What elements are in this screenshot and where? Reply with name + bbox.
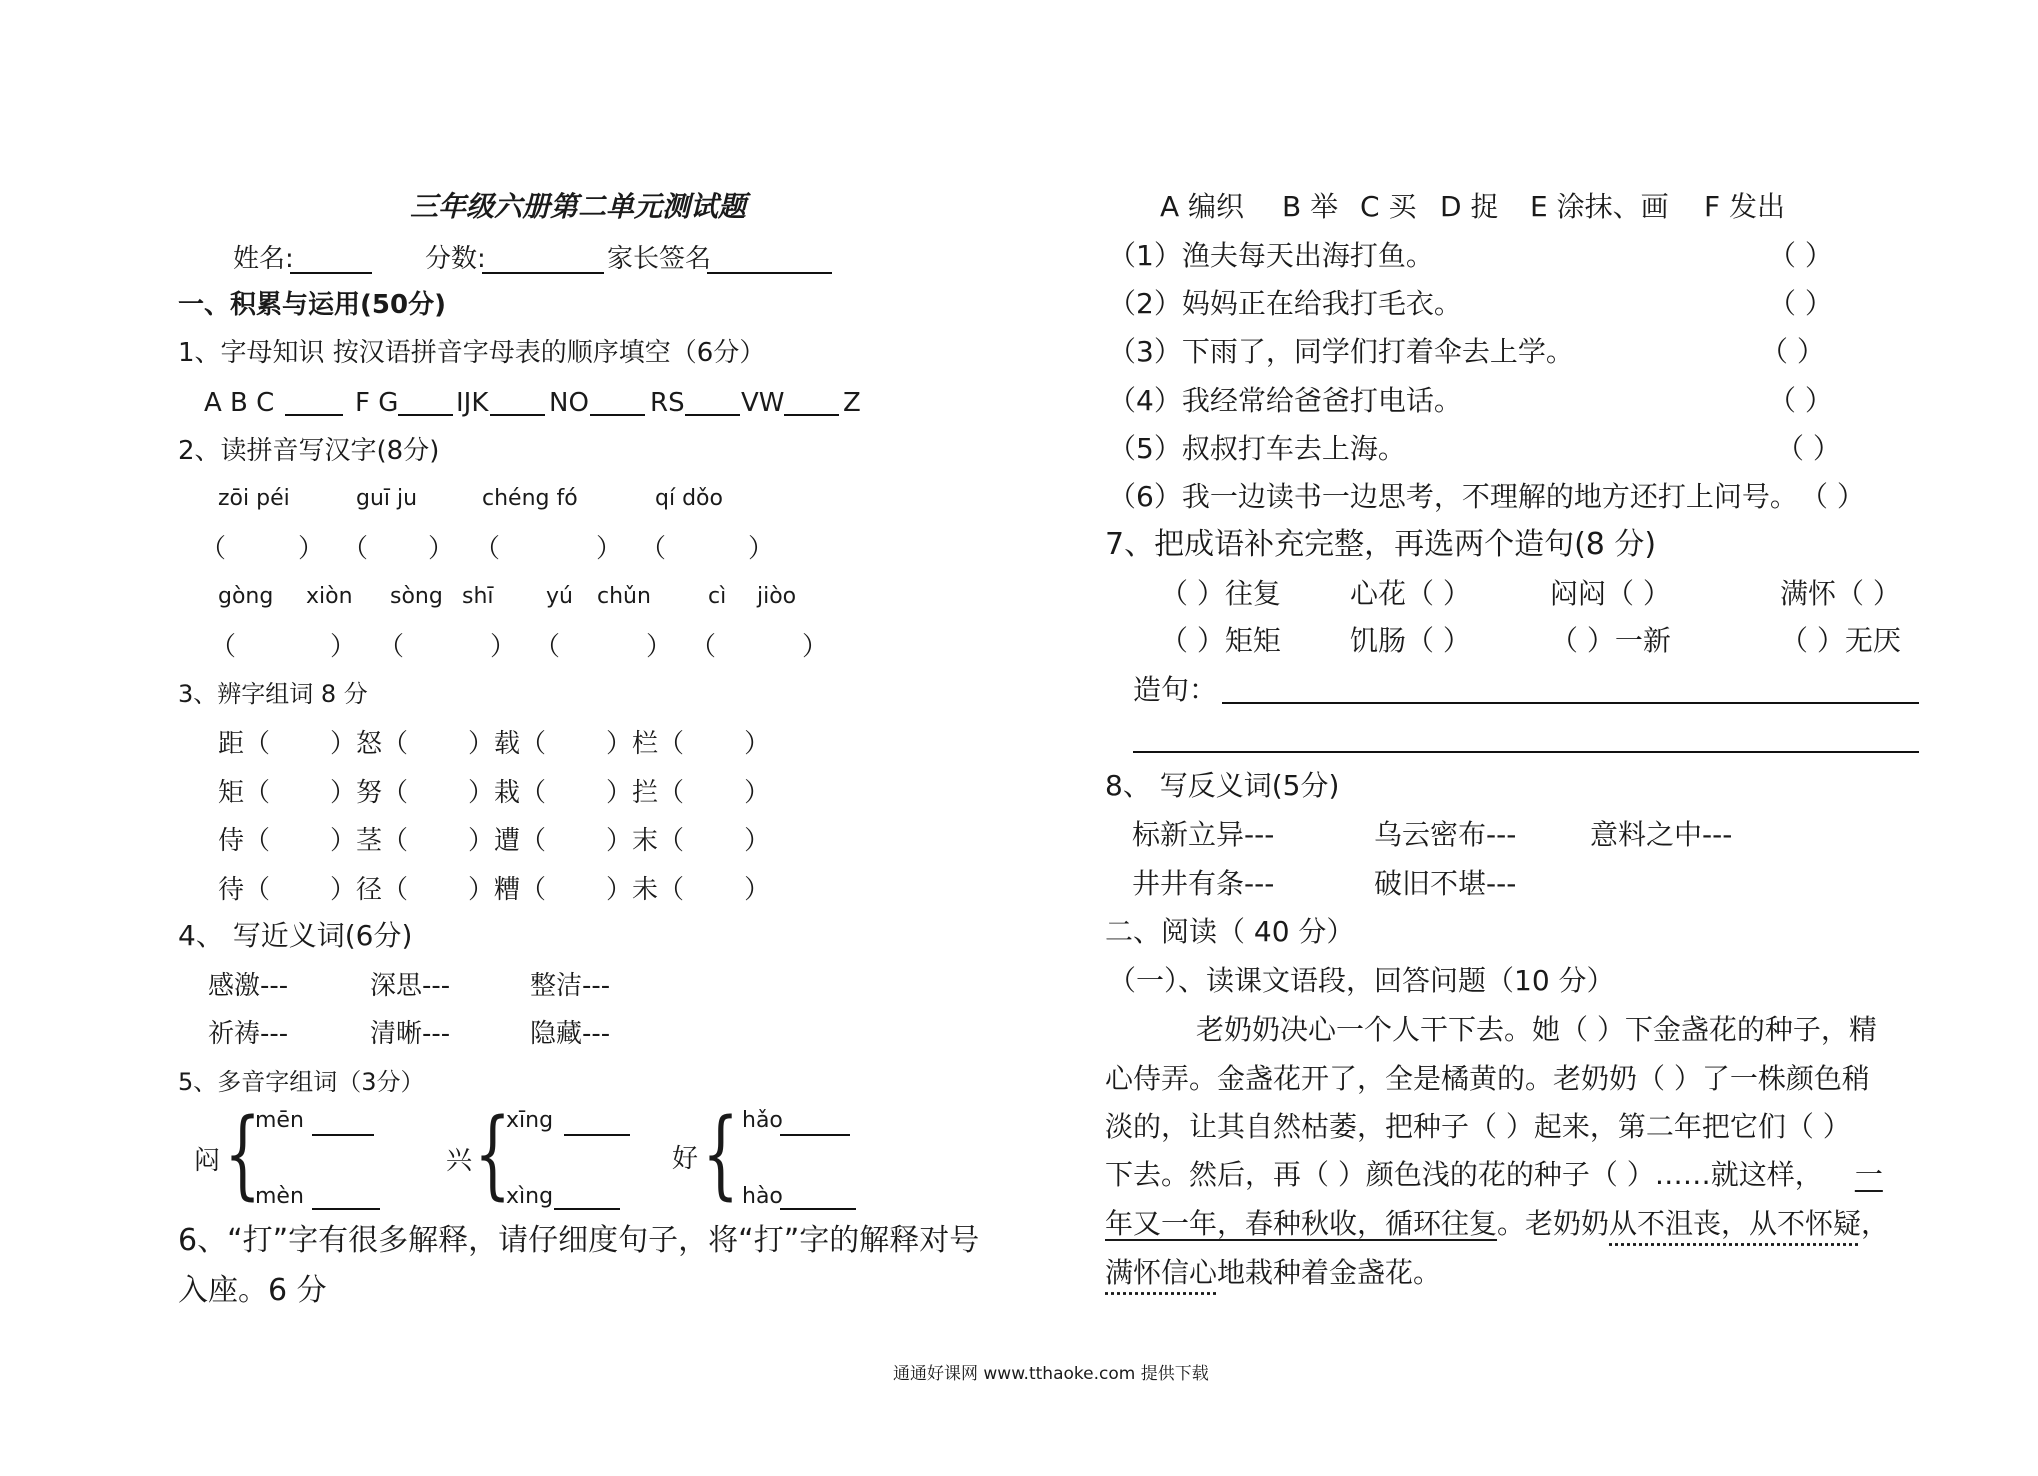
paren: ） bbox=[490, 632, 517, 662]
q3-cell: ） bbox=[744, 729, 771, 759]
q1-letters-ijk: IJK bbox=[456, 388, 489, 418]
q4-label: 4、 写近义词(6分) bbox=[178, 919, 413, 952]
paren: ） bbox=[646, 632, 673, 662]
brace-icon: { bbox=[702, 1098, 739, 1210]
q1-letters-z: Z bbox=[843, 388, 861, 418]
q3-cell[interactable]: ）未（ bbox=[606, 875, 685, 905]
underlined-phrase: 年又一年，春种秋收，循环往复 bbox=[1105, 1207, 1498, 1240]
q8-word: 标新立异--- bbox=[1132, 818, 1275, 851]
idiom-item[interactable]: （ ）无厌 bbox=[1780, 624, 1901, 657]
q5-blank[interactable] bbox=[564, 1134, 630, 1136]
pinyin: guī ju bbox=[356, 486, 418, 511]
q6-sentence: （1）渔夫每天出海打鱼。 bbox=[1108, 239, 1434, 272]
score-label: 分数: bbox=[425, 244, 486, 274]
idiom-item[interactable]: 满怀（ ） bbox=[1780, 577, 1901, 610]
q1-letters-rs: RS bbox=[650, 388, 685, 418]
q1-letters-no: NO bbox=[549, 388, 589, 418]
q6-sentence: （6）我一边读书一边思考，不理解的地方还打上问号。 bbox=[1108, 480, 1798, 513]
paren[interactable]: （ bbox=[200, 534, 227, 564]
q6-answer-blank[interactable]: （ ） bbox=[1768, 287, 1833, 320]
q3-cell[interactable]: ）径（ bbox=[330, 875, 409, 905]
q1-blank-6[interactable] bbox=[784, 414, 839, 416]
q6-sentence: （2）妈妈正在给我打毛衣。 bbox=[1108, 287, 1462, 320]
pinyin: hǎo bbox=[742, 1108, 783, 1133]
pinyin: yú bbox=[546, 584, 573, 609]
q1-label: 1、字母知识 按汉语拼音字母表的顺序填空（6分） bbox=[178, 338, 766, 368]
polyphone-char: 闷 bbox=[194, 1146, 221, 1176]
page-title: 三年级六册第二单元测试题 bbox=[410, 190, 747, 223]
pinyin: chéng fó bbox=[482, 486, 578, 511]
q6-answer-blank[interactable]: （ ） bbox=[1768, 384, 1833, 417]
q1-letters-vw: VW bbox=[741, 388, 785, 418]
q1-blank-5[interactable] bbox=[685, 414, 740, 416]
q5-blank[interactable] bbox=[780, 1208, 856, 1210]
q6-option-d: D 捉 bbox=[1440, 190, 1499, 223]
footer-credit: 通通好课网 www.tthaoke.com 提供下载 bbox=[893, 1364, 1209, 1384]
q5-blank[interactable] bbox=[312, 1134, 374, 1136]
name-blank[interactable] bbox=[290, 272, 372, 274]
passage-line: 心侍弄。金盏花开了，全是橘黄的。老奶奶（ ）了一株颜色稍 bbox=[1105, 1062, 1870, 1095]
passage-text: ， bbox=[1861, 1207, 1890, 1240]
q4-word: 清晰--- bbox=[370, 1019, 451, 1049]
pinyin: cì bbox=[708, 584, 727, 609]
q3-cell: ） bbox=[744, 778, 771, 808]
section-1-heading: 一、积累与运用(50分) bbox=[178, 290, 446, 320]
paren[interactable]: （ bbox=[690, 632, 717, 662]
idiom-item[interactable]: （ ）往复 bbox=[1160, 577, 1281, 610]
idiom-item[interactable]: 闷闷（ ） bbox=[1550, 577, 1671, 610]
idiom-item[interactable]: 饥肠（ ） bbox=[1350, 624, 1471, 657]
q6-option-c: C 买 bbox=[1360, 190, 1417, 223]
q6-option-e: E 涂抹、画 bbox=[1530, 190, 1669, 223]
q8-label: 8、 写反义词(5分) bbox=[1105, 769, 1340, 802]
q6-option-b: B 举 bbox=[1282, 190, 1339, 223]
q3-cell[interactable]: ）努（ bbox=[330, 778, 409, 808]
q6-sentence: （5）叔叔打车去上海。 bbox=[1108, 432, 1406, 465]
reading-subheading: （一）、读课文语段，回答问题（10 分） bbox=[1108, 964, 1615, 997]
q3-cell[interactable]: ）糟（ bbox=[468, 875, 547, 905]
q6-answer-blank[interactable]: （ ） bbox=[1768, 239, 1833, 272]
q5-blank[interactable] bbox=[312, 1208, 380, 1210]
q1-blank-1[interactable] bbox=[285, 414, 343, 416]
q1-blank-2[interactable] bbox=[398, 414, 453, 416]
q8-word: 井井有条--- bbox=[1132, 867, 1275, 900]
q3-cell[interactable]: 矩（ bbox=[218, 778, 271, 808]
passage-text: 下去。然后，再（ ）颜色浅的花的种子（ ）……就这样， bbox=[1105, 1158, 1823, 1191]
paren: ） bbox=[330, 632, 357, 662]
make-sentence-line-1[interactable] bbox=[1222, 702, 1919, 704]
paren[interactable]: （ bbox=[534, 632, 561, 662]
score-blank[interactable] bbox=[482, 272, 604, 274]
dotted-phrase: 从不沮丧，从不怀疑 bbox=[1609, 1207, 1862, 1240]
pinyin: hào bbox=[742, 1184, 783, 1209]
pinyin: xìng bbox=[506, 1184, 554, 1209]
paren[interactable]: （ bbox=[378, 632, 405, 662]
q1-letters-abc: A B C bbox=[204, 388, 275, 418]
q4-word: 祈祷--- bbox=[208, 1019, 289, 1049]
q3-cell[interactable]: ）遭（ bbox=[468, 826, 547, 856]
paren: ） bbox=[748, 534, 775, 564]
paren: ） bbox=[802, 632, 829, 662]
passage-line bbox=[1105, 1256, 1442, 1289]
passage-line: 淡的，让其自然枯萎，把种子（ ）起来，第二年把它们（ ） bbox=[1105, 1110, 1851, 1143]
make-sentence-line-2[interactable] bbox=[1133, 751, 1919, 753]
q8-word: 意料之中--- bbox=[1590, 818, 1733, 851]
q3-row-4 bbox=[218, 877, 770, 903]
pinyin: zōi péi bbox=[218, 486, 290, 511]
q6-option-a: A 编织 bbox=[1160, 190, 1245, 223]
pinyin: mèn bbox=[255, 1184, 304, 1209]
idiom-item[interactable]: （ ）一新 bbox=[1550, 624, 1671, 657]
paren[interactable]: （ bbox=[210, 632, 237, 662]
q5-blank[interactable] bbox=[554, 1208, 620, 1210]
brace-icon: { bbox=[474, 1098, 511, 1210]
paren: ） bbox=[428, 534, 455, 564]
q3-cell: ） bbox=[744, 875, 771, 905]
pinyin: gòng bbox=[218, 584, 274, 609]
pinyin: jiòo bbox=[757, 584, 797, 609]
paren: ） bbox=[298, 534, 325, 564]
q3-cell[interactable]: ）栏（ bbox=[606, 729, 685, 759]
idiom-item[interactable]: 心花（ ） bbox=[1350, 577, 1471, 610]
q6-answer-blank[interactable]: （ ） bbox=[1800, 480, 1865, 513]
underlined-phrase: 一 bbox=[1854, 1158, 1883, 1191]
q3-cell[interactable]: 待（ bbox=[218, 875, 271, 905]
q4-word: 隐藏--- bbox=[530, 1019, 611, 1049]
q3-row-1 bbox=[218, 731, 770, 757]
name-label: 姓名: bbox=[233, 244, 294, 274]
paren[interactable]: （ bbox=[342, 534, 369, 564]
passage-text: 。老奶奶 bbox=[1497, 1207, 1610, 1240]
section-2-heading: 二、阅读（ 40 分） bbox=[1105, 915, 1355, 948]
q5-label: 5、多音字组词（3分） bbox=[178, 1068, 425, 1096]
polyphone-char: 好 bbox=[672, 1144, 699, 1174]
dotted-phrase: 满怀信心 bbox=[1105, 1256, 1218, 1289]
pinyin: chǔn bbox=[597, 584, 651, 609]
parent-sign-blank[interactable] bbox=[707, 272, 832, 274]
passage-line: 老奶奶决心一个人干下去。她（ ）下金盏花的种子，精 bbox=[1196, 1013, 1877, 1046]
q1-letters-fg: F G bbox=[355, 388, 399, 418]
q3-cell[interactable]: ）栽（ bbox=[468, 778, 547, 808]
pinyin: xīng bbox=[506, 1108, 554, 1133]
q3-cell[interactable]: 侍（ bbox=[218, 826, 271, 856]
q5-blank[interactable] bbox=[780, 1134, 850, 1136]
passage-line bbox=[1105, 1207, 1890, 1240]
pinyin: mēn bbox=[255, 1108, 304, 1133]
q3-cell[interactable]: 距（ bbox=[218, 729, 271, 759]
q3-row-2 bbox=[218, 780, 770, 806]
q6-answer-blank[interactable]: （ ） bbox=[1776, 432, 1841, 465]
q3-cell[interactable]: ）拦（ bbox=[606, 778, 685, 808]
parent-sign-label: 家长签名 bbox=[607, 244, 712, 274]
pinyin: shī bbox=[462, 584, 494, 609]
q1-blank-3[interactable] bbox=[490, 414, 545, 416]
q3-label: 3、辨字组词 8 分 bbox=[178, 680, 368, 708]
idiom-item[interactable]: （ ）矩矩 bbox=[1160, 624, 1281, 657]
q1-blank-4[interactable] bbox=[590, 414, 645, 416]
q3-row-3 bbox=[218, 828, 770, 854]
pinyin: xiòn bbox=[306, 584, 353, 609]
pinyin: qí dǒo bbox=[655, 486, 723, 511]
q6-label-line-2: 入座。6 分 bbox=[178, 1273, 327, 1308]
q6-answer-blank[interactable]: （ ） bbox=[1760, 335, 1825, 368]
q3-cell[interactable]: ）茎（ bbox=[330, 826, 409, 856]
paren[interactable]: （ bbox=[474, 534, 501, 564]
q2-label: 2、读拼音写汉字(8分) bbox=[178, 436, 440, 466]
polyphone-char: 兴 bbox=[446, 1146, 473, 1176]
passage-line bbox=[1105, 1158, 1883, 1191]
q4-word: 感激--- bbox=[208, 971, 289, 1001]
q6-label-line-1: 6、“打”字有很多解释，请仔细度句子，将“打”字的解释对号 bbox=[178, 1223, 980, 1258]
q6-option-f: F 发出 bbox=[1704, 190, 1786, 223]
q3-cell[interactable]: ）怒（ bbox=[330, 729, 409, 759]
q8-word: 破旧不堪--- bbox=[1374, 867, 1517, 900]
q3-cell: ） bbox=[744, 826, 771, 856]
q3-cell[interactable]: ）末（ bbox=[606, 826, 685, 856]
pinyin: sòng bbox=[390, 584, 443, 609]
q4-word: 整洁--- bbox=[530, 971, 611, 1001]
paren[interactable]: （ bbox=[640, 534, 667, 564]
paren: ） bbox=[596, 534, 623, 564]
q8-word: 乌云密布--- bbox=[1374, 818, 1517, 851]
brace-icon: { bbox=[224, 1098, 261, 1210]
q4-word: 深思--- bbox=[370, 971, 451, 1001]
q7-label: 7、把成语补充完整，再选两个造句(8 分) bbox=[1105, 527, 1657, 562]
q3-cell[interactable]: ）载（ bbox=[468, 729, 547, 759]
q6-sentence: （4）我经常给爸爸打电话。 bbox=[1108, 384, 1462, 417]
make-sentence-label: 造句： bbox=[1133, 673, 1218, 706]
q6-sentence: （3）下雨了，同学们打着伞去上学。 bbox=[1108, 335, 1574, 368]
passage-text: 地栽种着金盏花。 bbox=[1217, 1256, 1442, 1289]
